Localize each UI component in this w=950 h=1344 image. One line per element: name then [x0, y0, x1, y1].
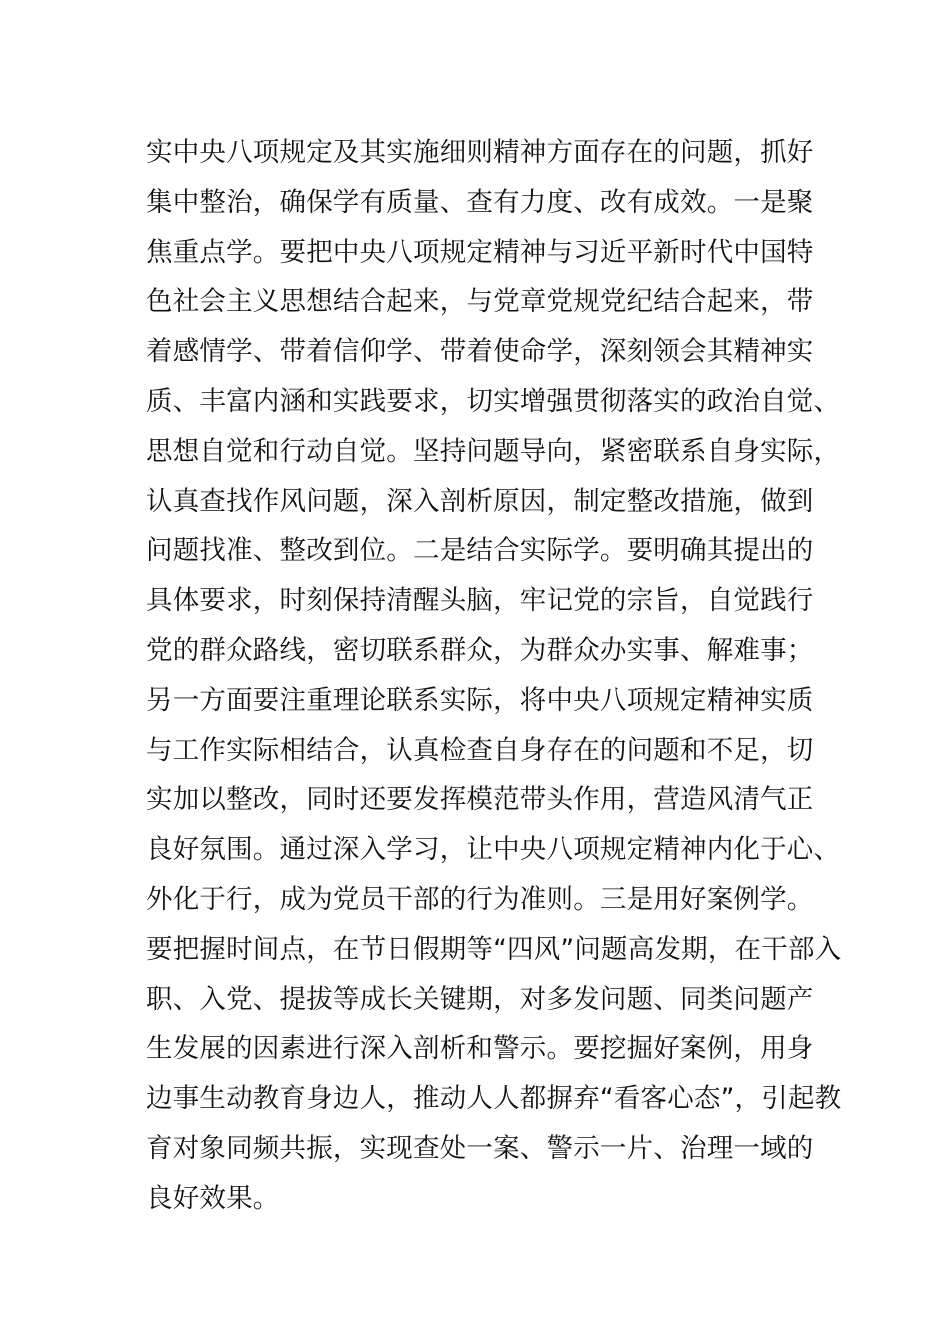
text-line-10: 具体要求，时刻保持清醒头脑，牢记党的宗旨，自觉践行	[146, 585, 814, 617]
text-line-7: 思想自觉和行动自觉。坚持问题导向，紧密联系自身实际，	[146, 435, 841, 467]
text-line-19: 生发展的因素进行深入剖析和警示。要挖掘好案例，用身	[146, 1033, 814, 1065]
body-paragraph	[146, 128, 842, 1224]
text-line-16: 外化于行，成为党员干部的行为准则。三是用好案例学。	[146, 883, 814, 915]
text-line-1: 实中央八项规定及其实施细则精神方面存在的问题，抓好	[146, 137, 814, 168]
text-line-11: 党的群众路线，密切联系群众，为群众办实事、解难事；	[146, 634, 814, 666]
text-line-18: 职、入党、提拔等成长关键期，对多发问题、同类问题产	[146, 983, 814, 1015]
text-line-12: 另一方面要注重理论联系实际，将中央八项规定精神实质	[146, 684, 814, 716]
text-line-15: 良好氛围。通过深入学习，让中央八项规定精神内化于心、	[146, 834, 841, 866]
text-line-20: 边事生动教育身边人，推动人人都摒弃“看客心态”，引起教	[146, 1083, 842, 1115]
text-line-6: 质、丰富内涵和实践要求，切实增强贯彻落实的政治自觉、	[146, 385, 841, 417]
text-line-4: 色社会主义思想结合起来，与党章党规党纪结合起来，带	[146, 286, 814, 318]
text-line-2: 集中整治，确保学有质量、查有力度、改有成效。一是聚	[146, 186, 814, 218]
text-line-22: 良好效果。	[146, 1182, 280, 1214]
text-line-8: 认真查找作风问题，深入剖析原因，制定整改措施，做到	[146, 485, 814, 517]
text-line-5: 着感情学、带着信仰学、带着使命学，深刻领会其精神实	[146, 336, 814, 368]
text-line-13: 与工作实际相结合，认真检查自身存在的问题和不足，切	[146, 734, 814, 766]
text-line-14: 实加以整改，同时还要发挥模范带头作用，营造风清气正	[146, 784, 814, 816]
text-line-17: 要把握时间点，在节日假期等“四风”问题高发期，在干部入	[146, 933, 842, 965]
text-line-21: 育对象同频共振，实现查处一案、警示一片、治理一域的	[146, 1132, 814, 1164]
text-line-9: 问题找准、整改到位。二是结合实际学。要明确其提出的	[146, 535, 814, 567]
text-line-3: 焦重点学。要把中央八项规定精神与习近平新时代中国特	[146, 236, 814, 268]
